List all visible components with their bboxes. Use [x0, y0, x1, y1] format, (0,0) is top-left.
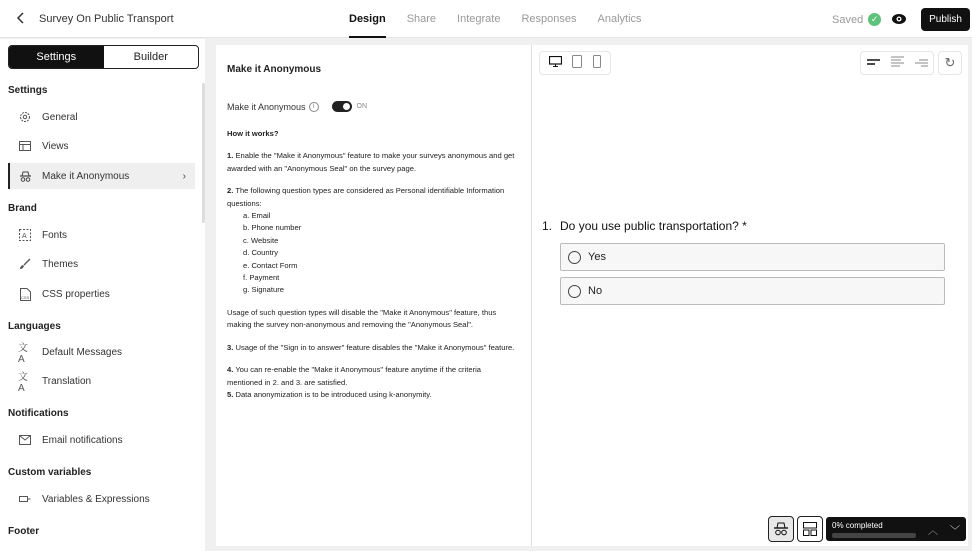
translate-icon: 文A: [18, 372, 28, 394]
top-bar: [0, 0, 972, 38]
desktop-icon[interactable]: [549, 56, 562, 70]
check-circle-icon: ✓: [868, 13, 881, 26]
tab-analytics[interactable]: Analytics: [597, 13, 642, 25]
switch-state-label: ON: [356, 103, 368, 110]
brush-icon: [18, 257, 32, 271]
gear-icon: [18, 110, 32, 124]
option-label: Yes: [588, 251, 606, 263]
main-tabs: [349, 0, 663, 38]
list-item: e. Contact Form: [243, 260, 298, 270]
option-yes[interactable]: [560, 243, 945, 271]
survey-title: Survey On Public Transport: [39, 13, 174, 25]
progress-bar: [832, 533, 916, 538]
alignment-switcher: [860, 51, 934, 75]
progress-indicator: [826, 517, 922, 541]
sidebar-item-label: Email notifications: [42, 434, 123, 446]
chevron-up-icon[interactable]: ︿: [922, 517, 944, 541]
chevron-down-icon[interactable]: ﹀: [944, 517, 966, 541]
sidebar-item-label: Default Messages: [42, 346, 123, 358]
font-icon: [18, 228, 32, 242]
section-settings: Settings: [8, 85, 48, 96]
question-title: [542, 219, 747, 233]
section-notifications: Notifications: [8, 408, 69, 419]
svg-text:A: A: [22, 233, 27, 240]
eye-icon[interactable]: [891, 12, 907, 26]
sidebar-item-themes[interactable]: [8, 251, 195, 277]
list-item: a. Email: [243, 211, 271, 221]
question-number: 1.: [542, 219, 553, 233]
tab-integrate[interactable]: Integrate: [457, 13, 501, 25]
paragraph: 2. The following question types are considered as Personal identifiable Information questions:: [227, 186, 505, 208]
tab-design[interactable]: Design: [349, 0, 386, 38]
tablet-icon[interactable]: [572, 55, 582, 71]
device-switcher: [539, 51, 611, 75]
translate-icon: 文A: [18, 343, 28, 365]
sidebar-item-translation[interactable]: [8, 368, 195, 394]
publish-button[interactable]: Publish: [921, 8, 970, 31]
radio-button[interactable]: [568, 251, 581, 264]
progress-label: 0% completed: [832, 521, 883, 530]
sidebar-item-label: Variables & Expressions: [42, 493, 150, 505]
info-icon[interactable]: i: [309, 102, 319, 112]
option-label: No: [588, 285, 603, 297]
question-text: Do you use public transportation? *: [560, 219, 747, 233]
layout-toggle-button[interactable]: [797, 516, 823, 542]
paragraph: 1. Enable the "Make it Anonymous" feature to make your surveys anonymous and get awarded with an "Anonymous Seal" on the survey page.: [227, 151, 515, 173]
how-it-works-text: [227, 128, 517, 401]
list-item: c. Website: [243, 235, 279, 245]
sidebar-item-variables[interactable]: [8, 486, 195, 512]
tab-share[interactable]: Share: [406, 13, 437, 25]
sidebar-item-email-notifications[interactable]: [8, 427, 195, 453]
css-file-icon: [18, 287, 32, 301]
anonymous-toggle-row: [227, 101, 367, 112]
section-languages: Languages: [8, 321, 61, 332]
list-item: d. Country: [243, 248, 279, 258]
anonymous-icon: [18, 169, 32, 183]
chevron-right-icon: ›: [182, 170, 186, 182]
sidebar-item-make-anonymous[interactable]: [8, 163, 195, 189]
radio-button[interactable]: [568, 285, 581, 298]
settings-sidebar: [0, 39, 205, 551]
sidebar-item-css[interactable]: [8, 281, 195, 307]
how-it-works-title: How it works?: [227, 129, 279, 138]
toggle-settings[interactable]: Settings: [9, 46, 104, 68]
saved-label: Saved: [832, 13, 864, 26]
variables-icon: [18, 492, 32, 506]
sidebar-item-label: Translation: [42, 375, 92, 387]
section-custom-variables: Custom variables: [8, 467, 92, 478]
preview-footer: [768, 516, 966, 542]
mail-icon: [18, 433, 32, 447]
anonymous-toggle-label: Make it Anonymous: [227, 101, 306, 112]
panel-title: Make it Anonymous: [227, 64, 322, 75]
toggle-builder[interactable]: Builder: [133, 51, 168, 63]
align-right-icon[interactable]: [915, 54, 928, 72]
option-no[interactable]: [560, 277, 945, 305]
sidebar-item-label: CSS properties: [42, 288, 110, 300]
sidebar-item-label: General: [42, 111, 78, 123]
sidebar-item-views[interactable]: [8, 133, 195, 159]
align-left-icon[interactable]: [867, 54, 880, 72]
refresh-icon[interactable]: ↻: [938, 51, 962, 75]
sidebar-item-label: Views: [42, 140, 69, 152]
list-item: b. Phone number: [243, 223, 302, 233]
sidebar-scrollbar[interactable]: [202, 83, 205, 223]
pii-list: [243, 210, 517, 297]
anonymous-switch[interactable]: [332, 101, 352, 112]
anonymous-seal-button[interactable]: [768, 516, 794, 542]
layout-icon: [18, 139, 32, 153]
svg-text:CSS: CSS: [20, 294, 29, 300]
survey-preview: [531, 45, 968, 546]
paragraph: Usage of such question types will disable the "Make it Anonymous" feature, thus making the survey non-anonymous and removing the "Anonymous Seal".: [227, 307, 497, 330]
list-item: g. Signature: [243, 285, 284, 295]
sidebar-item-fonts[interactable]: [8, 222, 195, 248]
chevron-left-icon[interactable]: [12, 9, 30, 27]
section-brand: Brand: [8, 203, 37, 214]
paragraph: 3. Usage of the "Sign in to answer" feature disables the "Make it Anonymous" feature.: [227, 342, 515, 352]
paragraph: 4. You can re-enable the "Make it Anonymous" feature anytime if the criteria mentioned in 2. and 3. are satisfied.: [227, 365, 482, 387]
section-footer: Footer: [8, 526, 40, 537]
settings-builder-toggle: [8, 45, 199, 69]
align-justify-icon[interactable]: [891, 54, 904, 72]
sidebar-item-default-messages[interactable]: [8, 339, 195, 365]
anonymous-settings-panel: [216, 45, 531, 546]
mobile-icon[interactable]: [593, 55, 601, 71]
tab-responses[interactable]: Responses: [521, 13, 577, 25]
sidebar-item-label: Fonts: [42, 229, 68, 241]
list-item: f. Payment: [243, 273, 280, 283]
sidebar-item-general[interactable]: [8, 104, 195, 130]
saved-status: [832, 13, 881, 26]
paragraph: 5. Data anonymization is to be introduced using k-anonymity.: [227, 389, 432, 399]
sidebar-item-label: Make it Anonymous: [42, 170, 130, 182]
sidebar-item-label: Themes: [42, 258, 79, 270]
